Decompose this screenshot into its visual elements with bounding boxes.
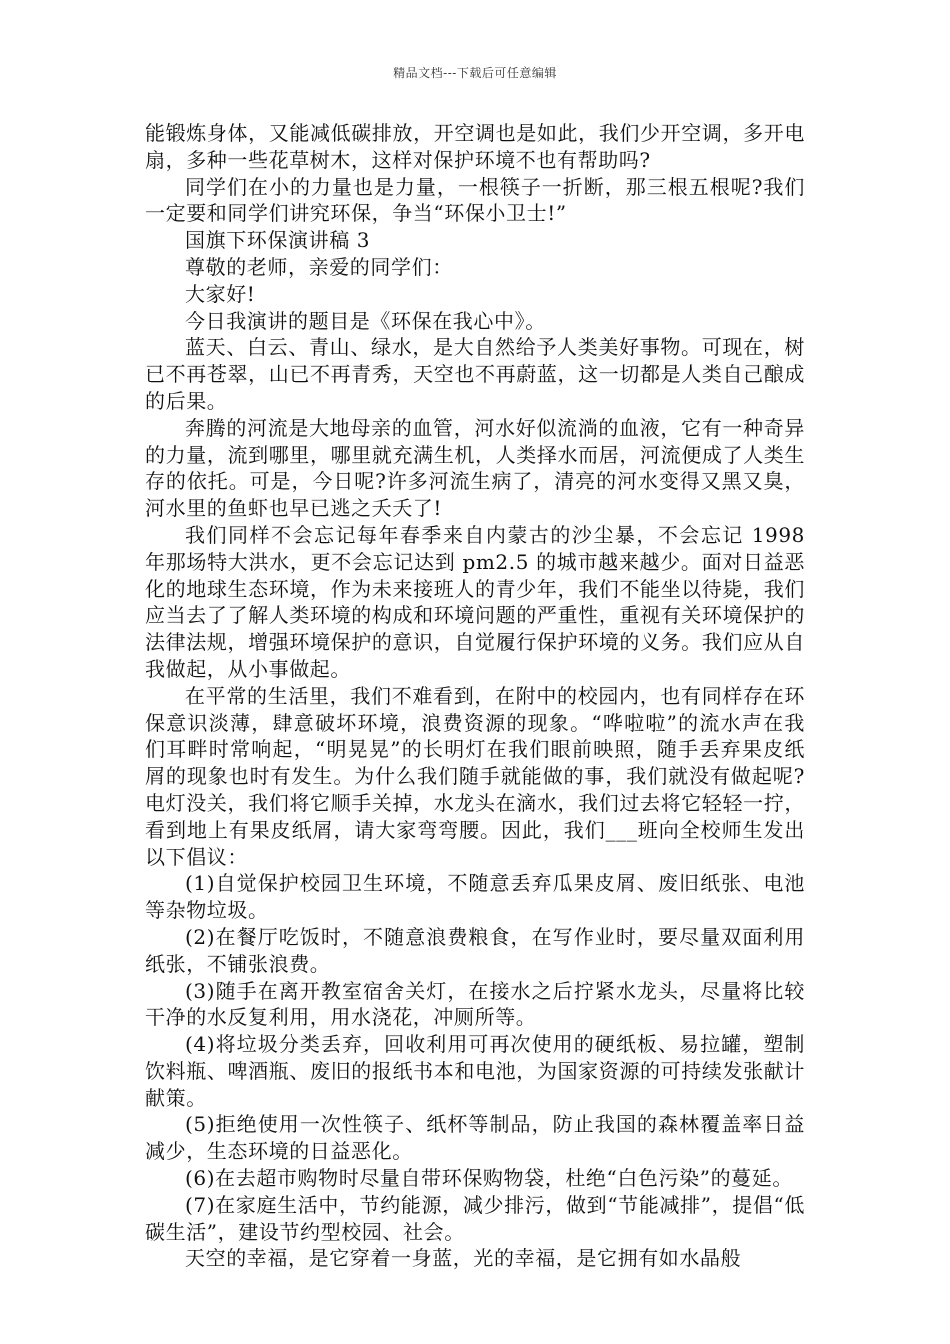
proposal-item: (1)自觉保护校园卫生环境，不随意丢弃瓜果皮屑、废旧纸张、电池等杂物垃圾。 — [145, 871, 805, 923]
paragraph: 同学们在小的力量也是力量，一根筷子一折断，那三根五根呢?我们一定要和同学们讲究环保，争当“环保小卫士!” — [145, 174, 805, 226]
greeting: 大家好! — [185, 281, 256, 306]
paragraph: 在平常的生活里，我们不难看到，在附中的校园内，也有同样存在环保意识淡薄，肆意破坏环境，浪费资源的现象。“哗啦啦”的流水声在我们耳畔时常响起，“明晃晃”的长明灯在我们眼前映照，随手丢弃果皮纸屑的现象也时有发生。为什么我们随手就能做的事，我们就没有做起呢?电灯没关，我们将它顺手关掉，水龙头在滴水，我们过去将它轻轻一拧，看到地上有果皮纸屑，请大家弯弯腰。因此，我们___班向全校师生发出以下倡议： — [145, 683, 805, 869]
page-header-note: 精品文档---下载后可任意编辑 — [393, 66, 557, 80]
paragraph: 奔腾的河流是大地母亲的血管，河水好似流淌的血液，它有一种奇异的力量，流到哪里，哪里就充满生机，人类择水而居，河流便成了人类生存的依托。可是，今日呢?许多河流生病了，清亮的河水变得又黑又臭，河水里的鱼虾也早已逃之夭夭了! — [145, 415, 805, 521]
proposal-item: (5)拒绝使用一次性筷子、纸杯等制品，防止我国的森林覆盖率日益减少，生态环境的日益恶化。 — [145, 1112, 805, 1164]
proposal-item: (4)将垃圾分类丢弃，回收利用可再次使用的硬纸板、易拉罐，塑制饮料瓶、啤酒瓶、废旧的报纸书本和电池，为国家资源的可持续发张献计献策。 — [145, 1032, 805, 1110]
paragraph: 我们同样不会忘记每年春季来自内蒙古的沙尘暴，不会忘记 1998 年那场特大洪水，更不会忘记达到 pm2.5 的城市越来越少。面对日益恶化的地球生态环境，作为未来接班人的青少年，我们不能坐以待毙，我们应当去了了解人类环境的构成和环境问题的严重性，重视有关环境保护的法律法规，增强环境保护的意识，自觉履行保护环境的义务。我们应从自我做起，从小事做起。 — [145, 522, 805, 681]
paragraph: 今日我演讲的题目是《环保在我心中》。 — [185, 308, 546, 333]
proposal-item: (6)在去超市购物时尽量自带环保购物袋，杜绝“白色污染”的蔓延。 — [185, 1166, 793, 1191]
document-body — [145, 120, 805, 1272]
paragraph: 天空的幸福，是它穿着一身蓝，光的幸福，是它拥有如水晶般 — [185, 1246, 742, 1271]
paragraph: 能锻炼身体，又能减低碳排放，开空调也是如此，我们少开空调，多开电扇，多种一些花草树木，这样对保护环境不也有帮助吗? — [145, 121, 805, 172]
proposal-item: (3)随手在离开教室宿舍关灯，在接水之后拧紧水龙头，尽量将比较干净的水反复利用，用水浇花，冲厕所等。 — [145, 978, 805, 1030]
salutation: 尊敬的老师，亲爱的同学们： — [185, 254, 453, 279]
section-heading: 国旗下环保演讲稿 3 — [185, 228, 371, 253]
proposal-item: (2)在餐厅吃饭时，不随意浪费粮食，在写作业时，要尽量双面利用纸张，不铺张浪费。 — [145, 924, 805, 976]
paragraph: 蓝天、白云、青山、绿水，是大自然给予人类美好事物。可现在，树已不再苍翠，山已不再青秀，天空也不再蔚蓝，这一切都是人类自己酿成的后果。 — [145, 335, 805, 413]
proposal-item: (7)在家庭生活中，节约能源，减少排污，做到“节能减排”，提倡“低碳生活”，建设节约型校园、社会。 — [145, 1192, 805, 1244]
